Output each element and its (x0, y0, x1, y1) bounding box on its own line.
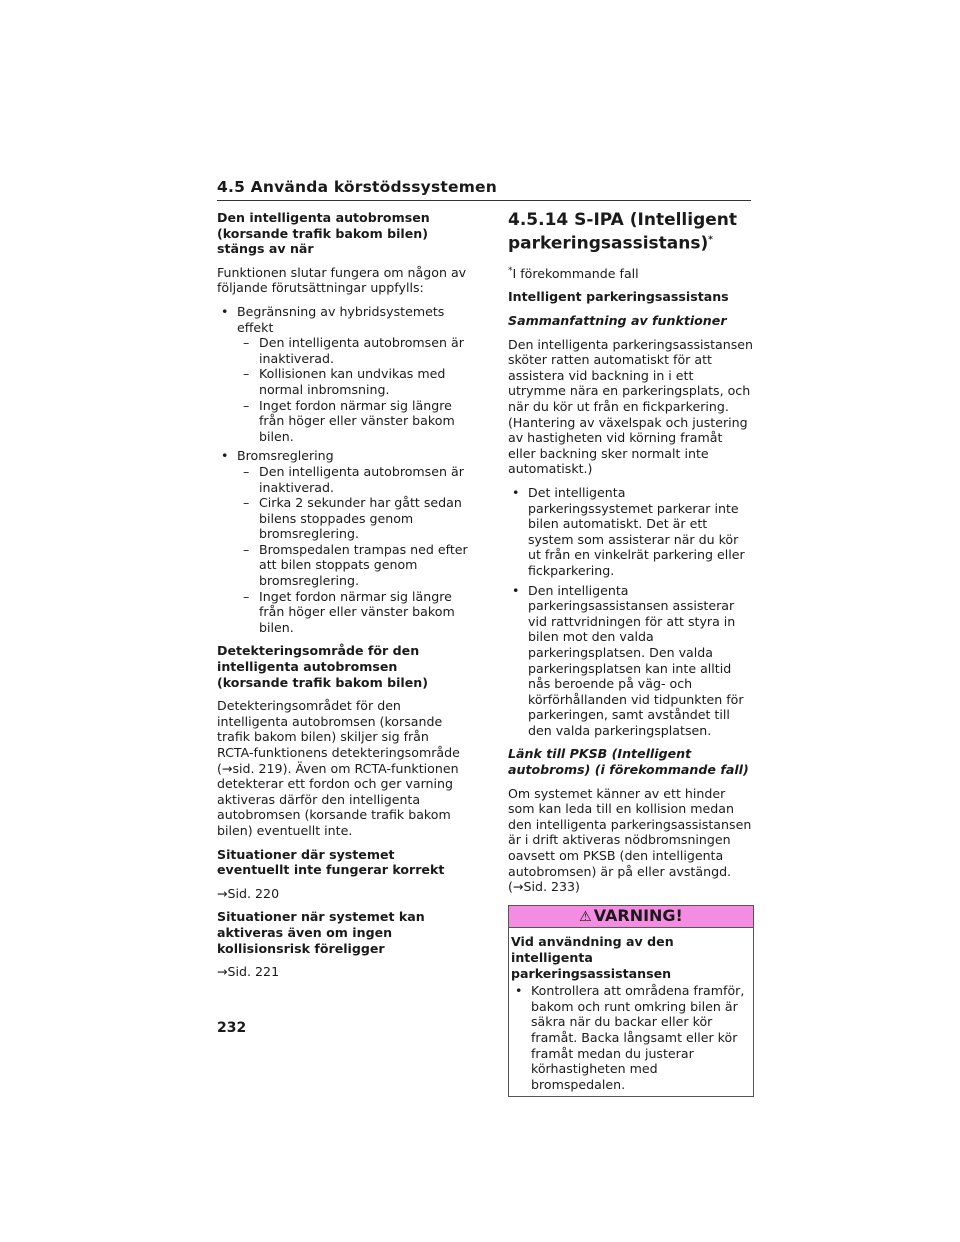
right-column (508, 210, 754, 1097)
bullet-label: Begränsning av hybridsystemets effekt (237, 303, 445, 335)
list-item (217, 304, 469, 444)
heading-malfunction: Situationer där systemet eventuellt inte fungerar korrekt (217, 846, 445, 878)
paragraph-pksb: Om systemet känner av ett hinder som kan leda till en kollision medan den intelligenta parkeringsassistansen är i drift aktiveras nödbromsningen oavsett om PKSB (den intelligenta autobromsen) är på eller avstängd. (→Sid. 233) (508, 785, 752, 895)
availability-note: *I förekommande fall (508, 265, 639, 281)
page-number: 232 (217, 1020, 247, 1036)
list-item: – Inget fordon närmar sig längre från höger eller vänster bakom bilen. (243, 398, 469, 445)
warning-header: ⚠ VARNING! (509, 906, 753, 929)
sub-list (237, 335, 469, 444)
warning-box (508, 905, 754, 1098)
left-column (217, 210, 469, 988)
sub-list (237, 464, 469, 636)
warning-body (509, 928, 753, 1096)
ipa-list (508, 485, 754, 739)
list-item (217, 448, 469, 635)
heading-autobrake-off: Den intelligenta autobromsen (korsande trafik bakom bilen) stängs av när (217, 210, 430, 257)
warning-list (511, 983, 749, 1092)
section-header: 4.5 Använda körstödssystemen (217, 178, 751, 201)
list-item: • Det intelligenta parkeringssystemet parkerar inte bilen automatiskt. Det är ett system som assisterar när du kör ut från en vinkelrät parkering eller fickparkering. (508, 485, 754, 579)
condition-list (217, 304, 469, 635)
heading-ipa: Intelligent parkeringsassistans (508, 289, 729, 305)
warning-icon: ⚠ (579, 908, 592, 925)
heading-detection-area: Detekteringsområde för den intelligenta autobromsen (korsande trafik bakom bilen) (217, 643, 429, 690)
paragraph-summary: Den intelligenta parkeringsassistansen sköter ratten automatiskt för att assistera vid backning in i ett utrymme nära en parkeringsplats, och när du kör ut från en fickparkering. (Hantering av växelspak och justering av hastigheten vid körning framåt eller backning sker normalt inte automatiskt.) (508, 336, 753, 477)
page-reference[interactable]: →Sid. 220 (217, 885, 280, 901)
subheading-pksb: Länk till PKSB (Intelligent autobroms) (i förekommande fall) (508, 746, 749, 778)
list-item: – Bromspedalen trampas ned efter att bilen stoppats genom bromsreglering. (243, 542, 469, 589)
list-item: – Inget fordon närmar sig längre från höger eller vänster bakom bilen. (243, 589, 469, 636)
list-item: – Kollisionen kan undvikas med normal inbromsning. (243, 366, 469, 397)
heading-false-activation: Situationer när systemet kan aktiveras även om ingen kollisionsrisk föreligger (217, 909, 425, 956)
page-reference[interactable]: →Sid. 221 (217, 964, 280, 980)
section-title: 4.5.14 S-IPA (Intelligent parkeringsassistans)* (508, 210, 738, 254)
subheading-summary: Sammanfattning av funktioner (508, 313, 727, 329)
list-item: • Den intelligenta parkeringsassistansen assisterar vid rattvridningen för att styra in bilen mot den valda parkeringsplatsen. Den valda parkeringsplatsen kan inte alltid nås beroende på väg- och körförhållanden vid tidpunkten för parkeringen, samt avståndet till den valda parkeringsplatsen. (508, 583, 754, 739)
list-item: – Den intelligenta autobromsen är inaktiverad. (243, 464, 469, 495)
list-item: – Cirka 2 sekunder har gått sedan bilens stoppades genom bromsreglering. (243, 495, 469, 542)
bullet-label: Bromsreglering (237, 448, 334, 464)
paragraph-conditions: Funktionen slutar fungera om någon av följande förutsättningar uppfylls: (217, 264, 467, 296)
list-item: – Den intelligenta autobromsen är inaktiverad. (243, 335, 469, 366)
warning-title: Vid användning av den intelligenta parkeringsassistansen (511, 934, 674, 981)
paragraph-detection-area: Detekteringsområdet för den intelligenta autobromsen (korsande trafik bakom bilen) skiljer sig från RCTA-funktionens detekteringsområde (→sid. 219). Även om RCTA-funktionen detekterar ett fordon och ger varning aktiveras därför den intelligenta autobromsen (korsande trafik bakom bilen) eventuellt inte. (217, 698, 460, 838)
list-item: • Kontrollera att områdena framför, bakom och runt omkring bilen är säkra när du backar eller kör framåt. Backa långsamt eller kör framåt medan du justerar körhastigheten med bromspedalen. (511, 983, 749, 1092)
asterisk-mark: * (708, 235, 713, 245)
